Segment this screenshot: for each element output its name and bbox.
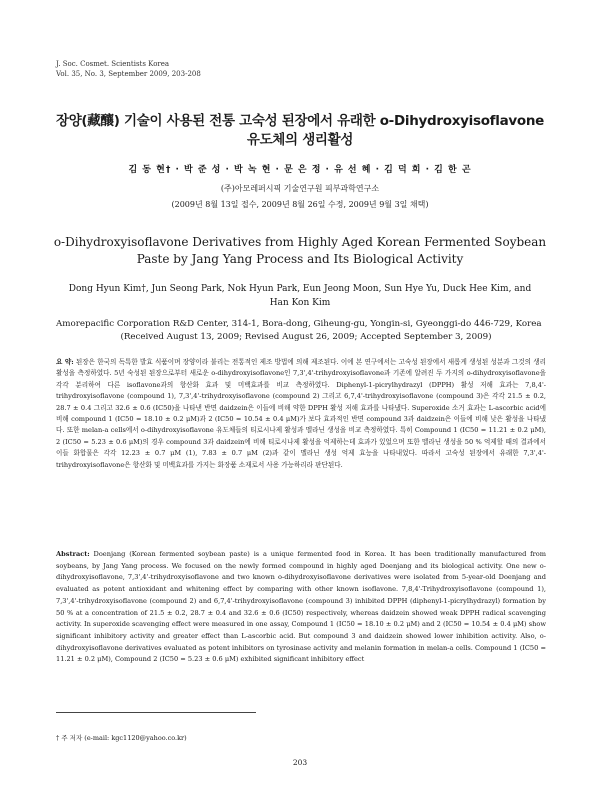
- page-number: 203: [292, 758, 308, 767]
- english-authors-line1: Dong Hyun Kim†, Jun Seong Park, Nok Hyun Park, Eun Jeong Moon, Sun Hye Yu, Duck Hee Kim, and: [68, 284, 532, 294]
- korean-title: [40, 112, 560, 150]
- journal-name: J. Soc. Cosmet. Scientists Korea: [56, 60, 170, 68]
- footnote-divider: [56, 712, 256, 713]
- english-authors-line2: Han Kon Kim: [269, 298, 331, 308]
- english-affiliation-dates: (Received August 13, 2009; Revised August 26, 2009; Accepted September 3, 2009): [120, 332, 492, 342]
- footnote: † 주 저자 (e-mail: kgc1120@yahoo.co.kr): [56, 734, 187, 742]
- english-title-line2: Paste by Jang Yang Process and Its Biological Activity: [136, 252, 464, 266]
- journal-header: [56, 60, 201, 79]
- english-abstract-text: Doenjang (Korean fermented soybean paste) is a unique fermented food in Korea. It has been traditionally manufactured from soybeans, by Jang Yang process. We focused on the newly formed compound in highly aged Doenjang and its biological activity. One new o-dihydroxyisoflavone, 7,3',4'-trihydroxyisoflavone and two known o-dihydroxyisoflavone derivatives were isolated from 5-year-old Doenjang and evaluated as potent antioxidant and whitening effect by comparing with other known isoflavone. 7,8,4'-Trihydroxyisoflavone (compound 1), 7,3',4'-trihydroxyisoflavone (compound 2) and 6,7,4'-trihydroxyisoflavone (compound 3) inhibited DPPH (diphenyl-1-picrylhydrazyl) formation by 50 % at a concentration of 21.5 ± 0.2, 28.7 ± 0.4 and 32.6 ± 0.6 (IC50) respectively, whereas daidzein showed weak DPPH radical scavenging activity. In superoxide scavenging effect were measured in one assay, Compound 1 (IC50 = 18.10 ± 0.2 μM) and 2 (IC50 = 10.54 ± 0.4 μM) show significant inhibitory activity and greater effect than L-ascorbic acid. But compound 3 and daidzein showed lower inhibition activity. Also, o-dihydroxyisoflavone derivatives evaluated as potent inhibitors on tyrosinase activity and melanin formation in melan-a cells. Compound 1 (IC50 = 11.21 ± 0.2 μM), Compound 2 (IC50 = 5.23 ± 0.6 μM) exhibited significant inhibitory effect: [56, 550, 546, 664]
- korean-abstract: [56, 357, 546, 471]
- korean-title-line2: 유도체의 생리활성: [246, 132, 354, 148]
- korean-authors: 김 동 현† · 박 준 성 · 박 녹 현 · 문 은 정 · 유 선 혜 · 김 덕 희 · 김 한 곤: [128, 165, 472, 175]
- english-abstract: [56, 549, 546, 666]
- english-authors: [40, 282, 560, 310]
- korean-abstract-label: 요 약:: [56, 358, 74, 366]
- korean-affiliation: (주)아모레퍼시픽 기술연구원 피부과학연구소: [220, 184, 380, 193]
- english-affiliation-line1: Amorepacific Corporation R&D Center, 314-1, Bora-dong, Giheung-gu, Yongin-si, Gyeonggi-do 446-729, Korea: [56, 319, 542, 329]
- english-title: [40, 234, 560, 268]
- journal-volume: Vol. 35, No. 3, September 2009, 203-208: [56, 69, 201, 78]
- english-affiliation: [56, 318, 556, 344]
- korean-dates: (2009년 8월 13일 접수, 2009년 8월 26일 수정, 2009년 9월 3일 채택): [171, 200, 429, 209]
- english-abstract-label: Abstract:: [56, 550, 90, 558]
- english-title-line1: o-Dihydroxyisoflavone Derivatives from Highly Aged Korean Fermented Soybean: [53, 235, 547, 249]
- korean-title-line1: 장양(藏釀) 기술이 사용된 전통 고숙성 된장에서 유래한 o-Dihydroxyisoflavone: [55, 113, 545, 129]
- korean-abstract-text: 된장은 한국의 독특한 발효 식품이며 장양이라 불리는 전통적인 제조 방법에 의해 제조된다. 이에 본 연구에서는 고숙성 된장에서 새롭게 생성된 성분과 그것의 생리활성을 측정하였다. 5년 숙성된 된장으로부터 새로운 o-dihydroxyisoflavone인 7,3',4'-trihydroxyisoflavone과 기존에 알려진 두 가지의 o-dihydroxyisoflavone을 각각 분리하여 다른 isoflavone과의 항산화 효과 및 미백효과를 비교 측정하였다. Diphenyl-1-picrylhydrazyl (DPPH) 활성 저해 효과는 7,8,4'-trihydroxyisoflavone (compound 1), 7,3',4'-trihydroxyisoflavone (compound 2) 그리고 6,7,4'-trihydroxyisoflavone (compound 3)은 각각 21.5 ± 0.2, 28.7 ± 0.4 그리고 32.6 ± 0.6 (IC50)을 나타낸 반면 daidzein은 이들에 비해 약한 DPPH 활성 저해 효과를 나타냈다. Superoxide 소거 효과는 L-ascorbic acid에 비해 compound 1 (IC50 = 18.10 ± 0.2 μM)과 2 (IC50 = 10.54 ± 0.4 μM)가 보다 효과적인 반면 compound 3과 daidzein은 이들에 비해 낮은 활성을 나타냈다. 또한 melan-a cells에서 o-dihydroxyisoflavone 유도체들의 티로시나제 활성과 멜라닌 생성을 비교 측정하였다. 특히 Compound 1 (IC50 = 11.21 ± 0.2 μM), 2 (IC50 = 5.23 ± 0.6 μM)의 경우 compound 3과 daidzein에 비해 티로시나제 활성을 억제하는데 효과가 있었으며 또한 멜라닌 생성을 50 % 억제할 때의 결과에서 이들 화합물은 각각 12.23 ± 0.7 μM (1), 7.83 ± 0.7 μM (2)과 같이 멜라닌 생성 억제 효능을 나타내었다. 따라서 고숙성 된장에서 유래한 7,3',4'-trihydroxyisoflavone은 항산화 및 미백효과를 가지는 화장품 소재로서 사용 가능하리라 판단된다.: [56, 358, 546, 469]
